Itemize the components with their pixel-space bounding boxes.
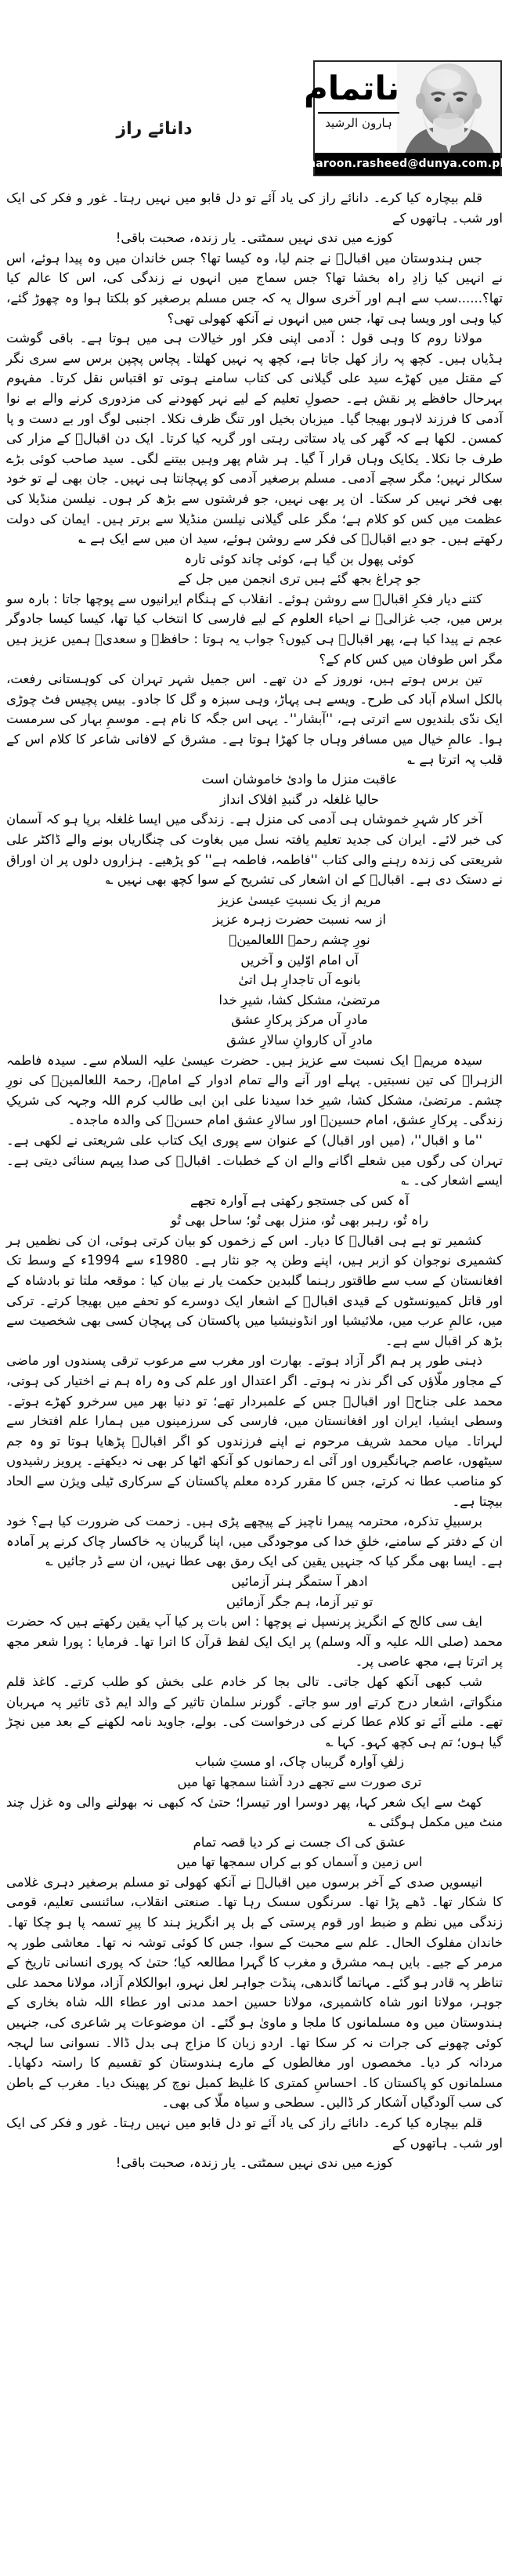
article-paragraph: مولانا روم کا وہی قول : آدمی اپنی فکر اور خیالات ہی میں ہوتا ہے۔ باقی گوشت ہڈیاں ہیں۔ کچھ پہ راز کھل جاتا ہے، کچھ پہ نہیں کھلتا۔ پچاس پچپن برس سے سری نگر کے مقتل میں کھڑے سید علی گیلانی کی کتاب سامنے ہوتی تو اقتباس نقل کرتا۔ مفہوم بہرحال حافظے پر نقش ہے۔ حصولِ تعلیم کے لیے نہر کھودنے کی مزدوری کرنے والے بے نوا آدمی کا فرزند لاہور بھیجا گیا۔ میزبان بخیل اور تنگ ظرف نکلا۔ اجنبی لوگ اور بے دست و پا کمسن۔ لکھا ہے کہ گھر کی یاد ستاتی رہتی اور گریہ کیا کرتا۔ ایک دن اقبالؔ کے مزار کی طرف جا نکلا۔ یکایک وہاں قرار آ گیا۔ ہر شام پھر وہیں بیتنے لگی۔ سید صاحب کوئی بڑے سکالر نہیں؛ مگر سچے آدمی۔ مسلم برصغیر آدمی کو پہچانتا ہی نہیں۔ جان بھی لے تو خود بھی فخر نہیں کر سکتا۔ ان پر بھی نہیں، جو فرشتوں سے بڑھ کر ہوں۔ نیلسن منڈیلا کی عظمت میں کس کو کلام ہے؛ مگر علی گیلانی نیلسن منڈیلا سے برتر ہیں۔ ایمان کی دولت رکھتے ہیں۔ جو دیے اقبالؔ کی فکر سے روشن ہوئے، سید ان میں سے ایک ہے ؎ (6, 331, 503, 547)
article-paragraph: جس ہندوستان میں اقبالؔ نے جنم لیا، وہ کیسا تھا؟ جس خاندان میں وہ پیدا ہوئے، اس نے انہیں کیا زادِ راہ بخشا تھا؟ جس سماج میں انہوں نے زندگی کی، اس کا عالم کیا تھا؟......سب سے اہم اور آخری سوال یہ کہ جس مسلم برصغیر کو بلکتا ہوا وہ چھوڑ گئے، کیا وہی اور ویسا ہی تھا، جس میں انہوں نے آنکھ کھولی تھی؟ (6, 250, 503, 326)
article-body (6, 188, 503, 2173)
verse-line: حالیا غلغلہ در گنبدِ افلاک انداز (220, 791, 379, 807)
masthead-box (303, 60, 507, 176)
author-email[interactable]: haroon.rasheed@dunya.com.pk (315, 153, 500, 175)
centered-line: کوزے میں ندی نہیں سمٹتی۔ یار زندہ، صحبت باقی! (115, 2155, 394, 2171)
verse-line: عشق کی اک جست نے کر دیا قصہ تمام (193, 1834, 406, 1850)
article-paragraph: برسبیلِ تذکرہ، محترمہ پیمرا ناچیز کے پیچھے پڑی ہیں۔ زحمت کی ضرورت کیا ہے؟ خود ان کے دفتر کے سامنے، خلقِ خدا کی موجودگی میں، اپنا گریبان یہ خاکسار چاک کرنے پر آمادہ ہے۔ ایسا بھی مگر کیا کہ جنہیں یقین کی ایک رمق بھی عطا نہیں، ان سے ڈر جائیں ؎ (6, 1514, 503, 1569)
verse-line: مادرِ آں مرکز پرکارِ عشق (231, 1012, 368, 1028)
verse-line: زلفِ آوارہ گریباں چاک، او مستِ شباب (195, 1754, 404, 1770)
verse-line: عاقبت منزل ما وادیٔ خاموشان است (201, 772, 398, 787)
verse-line: راہ تُو، رہبر بھی تُو، منزل بھی تُو؛ ساحل بھی تُو (170, 1213, 429, 1228)
article-paragraph: ایف سی کالج کے انگریز پرنسپل نے پوچھا : اس بات پر کیا آپ یقین رکھتے ہیں کہ حضرت محمد (صلی اللہ علیہ و آلہ وسلم) پر ایک ایک لفظ قرآن کا اترا تھا۔ فرمایا : پورا شعر مجھ پر اترتا ہے، مجھ عاصی پر۔ (6, 1614, 503, 1670)
verse-line: کوئی پھول بن گیا ہے، کوئی چاند کوئی تارہ (184, 551, 415, 566)
article-paragraph: قلم بیچارہ کیا کرے۔ دانائے راز کی یاد آئے تو دل قابو میں نہیں رہتا۔ غور و فکر کی ایک اور شب۔ ہاتھوں کے (6, 190, 503, 226)
verse-line: تری صورت سے تجھے درد آشنا سمجھا تھا میں (177, 1774, 422, 1789)
verse-line: آں امام اوّلین و آخریں (240, 952, 359, 968)
verse-line: مرتضیٰ، مشکل کشا، شیرِ خدا (218, 992, 381, 1008)
article-paragraph: قلم بیچارہ کیا کرے۔ دانائے راز کی یاد آئے تو دل قابو میں نہیں رہتا۔ غور و فکر کی ایک اور شب۔ ہاتھوں کے (6, 2115, 503, 2151)
verse-line: نورِ چشم رحمۃ اللعالمینؐ (229, 932, 370, 947)
verse-line: مریم از یک نسبتِ عیسیٰ عزیز (218, 892, 381, 907)
verse-line: جو چراغ بجھ گئے ہیں تری انجمن میں جل کے (178, 571, 421, 587)
verse-line: ادھر آ ستمگر ہنر آزمائیں (231, 1573, 368, 1589)
column-logo: ناتمام (303, 69, 399, 107)
verse-line: اس زمین و آسماں کو بے کراں سمجھا تھا میں (176, 1854, 423, 1870)
article-paragraph: انیسویں صدی کے آخر برسوں میں اقبالؔ نے آنکھ کھولی تو مسلم برصغیر دہری غلامی کا شکار تھا۔ ڈھے پڑا تھا۔ سرنگوں سسک رہا تھا۔ صنعتی انقلاب، سائنسی تعلیم، قومی زندگی میں نظم و ضبط اور قوم پرستی کے بل پر انگریز ہند کا پیرِ تسمہ پا ہو چکا تھا۔ خاندان مفلوک الحال۔ علم سے محبت کے سوا، جس کا کوئی توشہ نہ تھا۔ معاشی طور پہ مرمر کے جیے۔ بایں ہمہ مشرق و مغرب کا گہرا مطالعہ کیا؛ حتیٰ کہ پوری انسانی تاریخ کے تناظر پہ قادر ہو گئے۔ مہاتما گاندھی، پنڈت جواہر لعل نہرو، ابوالکلام آزاد، مولانا محمد علی جوہر، مولانا انور شاہ کاشمیری، مولانا حسین احمد مدنی اور عطاء اللہ شاہ بخاری کے ہندوستان میں وہ مسلمانوں کا ملجا و ماویٰ ہو گئے۔ ان موضوعات پر شاعری کی، جنہیں کوئی چھونے کی جرات نہ کر سکا تھا۔ اردو زبان کا مزاج ہی بدل ڈالا۔ نسوانی سا لہجہ مردانہ کر دیا۔ مخمصوں اور مغالطوں کے مارے ہندوستان کو تقسیم کا راستہ دکھایا۔ مسلمانوں کو پاکستان کا۔ احساسِ کمتری کا غلیظ کمبل نوچ کر پھینک دیا۔ مغرب کے باطن کی سب آلودگیاں آشکار کر ڈالیں۔ سطحی و سیاہ ملّا کی بھی۔ (6, 1874, 503, 2111)
article-paragraph: شب کبھی آنکھ کھل جاتی۔ تالی بجا کر خادم علی بخش کو طلب کرتے۔ کاغذ قلم منگواتے، اشعار درج کرتے اور سو جاتے۔ گورنر سلمان تاثیر کے والد ایم ڈی تاثیر پہ مہربان تھے۔ ملنے آئے تو کلام عطا کرنے کی درخواست کی۔ بولے، جاوید نامہ لکھنے کے بعد میں نچڑ گیا ہوں؛ تم ہی کچھ کہو۔ کہا ؎ (6, 1673, 503, 1749)
centered-line: کوزے میں ندی نہیں سمٹتی۔ یار زندہ، صحبت باقی! (115, 230, 394, 246)
logo-underline (318, 112, 399, 114)
article-paragraph: ''ما و اقبال''، (میں اور اقبال) کے عنوان سے پوری ایک کتاب علی شریعتی نے لکھی ہے۔ تہران کی رگوں میں شعلے اگانے والے ان کے خطبات۔ اقبالؔ کی صدا پیہم سنائی دیتی ہے۔ ایسے اشعار کی۔ ؎ (6, 1132, 503, 1189)
article-title: دانائے راز (116, 119, 193, 139)
masthead-left-column (303, 67, 399, 154)
article-paragraph: کھٹ سے ایک شعر کہا، پھر دوسرا اور تیسرا؛ حتیٰ کہ کبھی نہ بھولنے والی وہ غزل چند منٹ میں مکمل ہوگئی ؎ (6, 1794, 503, 1830)
article-paragraph: کشمیر تو ہے ہی اقبالؔ کا دیار۔ اس کے زخموں کو بیان کرتی ہوئی، ان کی نظمیں ہر کشمیری نوجوان کو ازبر ہیں، اپنے وطن پہ جو نثار ہے۔ 1980ء سے 1994ء کے وسط تک افغانستان کے سب سے طاقتور رہنما گلبدین حکمت یار نے بیان کیا : موقعہ ملتا تو بادشاہ کے اور قاتل کمیونسٹوں کے قیدی اقبالؔ کے اشعار ایک دوسرے کو تحفے میں بھیجا کرتے۔ ترکی میں، عالمِ عرب میں، ملائیشیا اور انڈونیشیا میں پاکستان کی پہچان کسی بھی شخصیت سے بڑھ کر اقبال سے ہے۔ (6, 1232, 503, 1348)
verse-line: مادرِ آں کاروانِ سالارِ عشق (226, 1032, 373, 1047)
article-paragraph: آخر کار شہرِ خموشاں ہی آدمی کی منزل ہے۔ زندگی میں ایسا غلغلہ برپا ہو کہ آسمان کی خبر لائے۔ ایران کی جدید تعلیم یافتہ نسل میں بغاوت کی چنگاریاں بونے والے ڈاکٹر علی شریعتی کی زندہ رہنے والی کتاب ''فاطمہ، فاطمہ ہے'' کو پڑھیے۔ ہزاروں دلوں پر ان اوراق نے دستک دی ہے۔ اقبالؔ کے ان اشعار کی تشریح کے سوا کچھ بھی نہیں ؎ (6, 812, 503, 888)
article-paragraph: کتنے دیار فکرِ اقبالؔ سے روشن ہوئے۔ انقلاب کے ہنگام ایرانیوں سے پوچھا جاتا : بارہ سو برس میں، جب غزالیؒ نے احیاء العلوم کے لیے فارسی کا انتخاب کیا تھا، کیسا کیسا جادوگر عجم نے پیدا کیا ہے، پھر اقبالؔ ہی کیوں؟ جواب یہ ہوتا : حافظؔ و سعدیؔ ہمیں عزیز ہیں مگر اس طوفان میں کس کام کے؟ (6, 591, 503, 667)
verse-line: تو تیر آزما، ہم جگر آزمائیں (226, 1594, 374, 1609)
article-paragraph: ذہنی طور پر ہم اگر آزاد ہوتے۔ بھارت اور مغرب سے مرعوب ترقی پسندوں اور ماضی کے مجاور ملّاؤں کی اگر نذر نہ ہوتے۔ اگر اعتدال اور علم کی وہ راہ ہم نے اختیار کی ہوتی، محمد علی جناحؒ اور اقبالؔ جس کے علمبردار تھے؛ تو دنیا بھر میں سرخرو کھڑے ہوتے۔ وسطی ایشیا، ایران اور افغانستان میں، فارسی کی سرزمینوں میں ہمارا علم افتخار سے لہراتا۔ میاں محمد شریف مرحوم نے اپنے فرزندوں کو اگر اقبالؔ پڑھایا ہوتا تو وہ جم سیٹھوں، عاصم جہانگیروں اور آئی اے رحمانوں کو آنکھ اٹھا کر بھی نہ دیکھتے۔ پرویز رشیدوں کو مناصب عطا نہ کرتے، جس کا مقرر کردہ معلم پاکستان کے سرکاری ٹیلی ویژن سے الحاد بیچتا ہے۔ (6, 1353, 503, 1509)
verse-line: از سہ نسبت حضرت زہرہ عزیز (213, 912, 386, 928)
author-photo (397, 62, 500, 154)
article-paragraph: تین برس ہوتے ہیں، نوروز کے دن تھے۔ اس جمیل شہر تہران کی کوہستانی رفعت، بالکل اسلام آباد کی طرح۔ ویسے ہی پہاڑ، وہی سبزہ و گل کا جادو۔ بیس پچیس فٹ چوڑی ایک ندّی بلندیوں سے اترتی ہے، ''آبشار''۔ یہی اس جگہ کا نام ہے۔ موسمِ بہار کی سرمست ہوا۔ عالمِ خیال میں مسافر وہاں جا کھڑا ہوتا ہے۔ مشرق کے لافانی شاعر کا کلام اس کے قلب پہ اترتا ہے ؎ (6, 671, 503, 767)
verse-line: بانوے آں تاجدارِ ہل اتیٰ (238, 972, 361, 988)
author-portrait-image (397, 62, 500, 154)
article-paragraph: سیدہ مریمؑ ایک نسبت سے عزیز ہیں۔ حضرت عیسیٰ علیہ السلام سے۔ سیدہ فاطمہ الزہراؓ کی تین نسبتیں۔ پہلے اور آنے والے تمام ادوار کے امامؐ، رحمۃ اللعالمینؐ کی نورِ چشم۔ مرتضیٰ، مشکل کشا، شیرِ خدا سیدنا علی ابن ابی طالب کرم اللہ وجہہ کی شریکِ زندگی۔ پرکارِ عشق، امام حسینؓ اور سالارِ عشق امام حسنؓ کی والدہ ماجدہ۔ (6, 1052, 503, 1128)
verse-line: آہ کس کی جستجو رکھتی ہے آوارہ تجھے (190, 1192, 410, 1208)
author-signature: ہارون الرشید (325, 116, 392, 130)
